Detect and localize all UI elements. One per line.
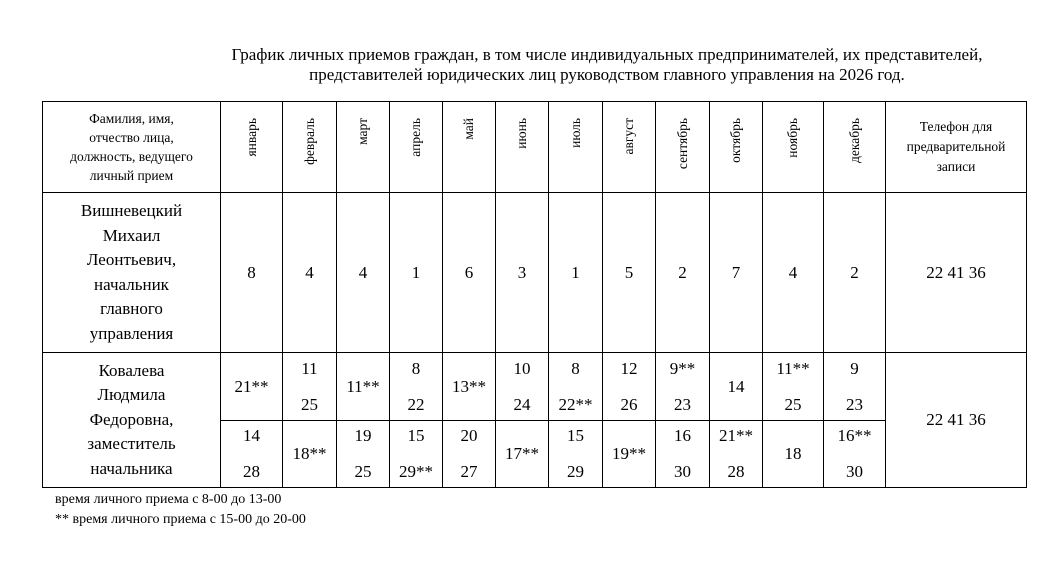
day-cell xyxy=(443,353,496,421)
person-line: Федоровна, xyxy=(89,409,174,429)
person-line: управления xyxy=(89,323,174,343)
day-value: 17** xyxy=(505,444,539,463)
day-value: 21** xyxy=(719,426,753,445)
phone-cell: 22 41 36 xyxy=(886,353,1027,488)
month-label: март xyxy=(355,118,370,145)
month-label: октябрь xyxy=(728,118,743,163)
day-cell xyxy=(496,421,549,488)
person-line: Людмила xyxy=(97,385,166,405)
day-cell xyxy=(221,353,283,421)
day-cell: 2 xyxy=(824,193,886,353)
person-cell xyxy=(43,193,221,353)
day-cell xyxy=(221,421,283,488)
day-value: 11** xyxy=(346,376,380,396)
header-phone-line: записи xyxy=(936,159,976,174)
day-cell xyxy=(283,353,337,421)
day-cell: 19** xyxy=(603,421,656,488)
day-cell: 1 xyxy=(390,193,443,353)
day-value: 8 xyxy=(571,358,580,378)
day-cell: 4 xyxy=(283,193,337,353)
day-cell xyxy=(337,353,390,421)
day-value: 12 xyxy=(620,358,638,378)
footnote-evening-hours: ** время личного приема с 15-00 до 20-00 xyxy=(55,512,306,527)
day-value: 15 xyxy=(407,426,425,445)
day-cell xyxy=(549,421,603,488)
month-label: февраль xyxy=(301,118,317,165)
day-value: 29** xyxy=(399,462,433,481)
header-row xyxy=(43,102,1027,193)
day-cell xyxy=(656,353,710,421)
document-title xyxy=(100,45,1052,85)
person-line: начальника xyxy=(90,458,173,478)
day-value: 25 xyxy=(784,394,802,414)
day-value: 24 xyxy=(513,394,531,414)
header-month-july xyxy=(549,102,603,193)
header-month-june xyxy=(496,102,549,193)
day-value: 9** xyxy=(669,358,696,378)
phone-cell: 22 41 36 xyxy=(886,193,1027,353)
day-cell xyxy=(496,353,549,421)
day-cell: 2 xyxy=(656,193,710,353)
day-cell: 8 xyxy=(221,193,283,353)
header-month-january xyxy=(221,102,283,193)
day-cell: 1 xyxy=(549,193,603,353)
day-value: 28 xyxy=(243,462,260,481)
day-value: 13** xyxy=(452,376,486,396)
day-cell xyxy=(390,421,443,488)
day-value: 10 xyxy=(513,358,531,378)
header-month-october xyxy=(710,102,763,193)
month-label: август xyxy=(621,118,636,155)
header-person-line: личный прием xyxy=(89,168,174,183)
day-cell xyxy=(763,421,824,488)
day-cell xyxy=(443,421,496,488)
header-month-march xyxy=(337,102,390,193)
header-month-december xyxy=(824,102,886,193)
person-line: заместитель xyxy=(87,434,176,454)
person-cell xyxy=(43,353,221,488)
person-line: главного xyxy=(100,299,163,318)
day-cell: 4 xyxy=(337,193,390,353)
day-value: 8 xyxy=(411,358,421,378)
day-value: 30 xyxy=(846,462,863,481)
day-cell xyxy=(337,421,390,488)
day-cell xyxy=(603,353,656,421)
person-line: Ковалева xyxy=(98,360,165,380)
day-cell: 4 xyxy=(763,193,824,353)
day-cell xyxy=(390,353,443,421)
day-cell xyxy=(763,353,824,421)
day-value: 21** xyxy=(234,376,269,396)
month-label: июнь xyxy=(514,118,529,149)
header-phone xyxy=(886,102,1027,193)
person-line: Леонтьевич, xyxy=(86,250,177,269)
day-cell xyxy=(824,421,886,488)
person-line: Михаил xyxy=(102,225,161,245)
month-label: январь xyxy=(243,118,259,157)
day-cell: 5 xyxy=(603,193,656,353)
title-line-1: График личных приемов граждан, в том числе индивидуальных предпринимателей, их представителей, xyxy=(231,45,983,64)
day-value: 22** xyxy=(558,394,593,414)
day-value: 20 xyxy=(460,426,478,445)
day-value: 25 xyxy=(301,394,318,414)
person-line: начальник xyxy=(94,274,169,294)
day-value: 30 xyxy=(674,462,691,481)
day-cell xyxy=(549,353,603,421)
day-value: 14 xyxy=(727,376,745,396)
month-label: май xyxy=(461,118,476,140)
day-value: 29 xyxy=(567,462,584,481)
month-label: ноябрь xyxy=(785,118,800,158)
day-value: 11** xyxy=(776,358,810,378)
day-value: 15 xyxy=(567,426,584,445)
header-phone-line: Телефон для xyxy=(919,119,993,134)
day-value: 23 xyxy=(674,394,691,414)
reception-schedule-table xyxy=(42,101,1027,488)
person-line: Вишневецкий xyxy=(80,201,183,220)
header-month-april xyxy=(390,102,443,193)
header-person-line: Фамилия, имя, xyxy=(89,111,174,126)
day-cell xyxy=(824,353,886,421)
day-cell: 6 xyxy=(443,193,496,353)
header-month-may xyxy=(443,102,496,193)
month-label: апрель xyxy=(408,118,423,157)
month-label: сентябрь xyxy=(674,118,690,170)
day-cell: 18** xyxy=(283,421,337,488)
table-row xyxy=(43,353,1027,421)
day-value: 18 xyxy=(784,444,802,463)
footnote-morning-hours: время личного приема с 8-00 до 13-00 xyxy=(55,492,282,507)
header-person-line: должность, ведущего xyxy=(70,149,193,164)
month-label: июль xyxy=(567,118,583,148)
title-line-2: представителей юридических лиц руководством главного управления на 2026 год. xyxy=(309,65,905,84)
day-cell: 7 xyxy=(710,193,763,353)
day-value: 11 xyxy=(301,358,318,378)
month-label: декабрь xyxy=(846,118,862,163)
day-cell xyxy=(710,421,763,488)
table-row xyxy=(43,193,1027,353)
day-value: 25 xyxy=(354,462,372,481)
day-value: 27 xyxy=(460,462,478,481)
header-month-september xyxy=(656,102,710,193)
day-value: 28 xyxy=(727,462,745,481)
day-value: 16** xyxy=(837,426,872,445)
header-month-february xyxy=(283,102,337,193)
day-value: 19 xyxy=(354,426,372,445)
day-cell xyxy=(656,421,710,488)
day-cell xyxy=(710,353,763,421)
header-month-november xyxy=(763,102,824,193)
day-cell: 3 xyxy=(496,193,549,353)
header-person xyxy=(43,102,221,193)
day-value: 9 xyxy=(850,358,859,378)
day-value: 14 xyxy=(243,426,260,445)
day-value: 26 xyxy=(620,394,638,414)
header-person-line: отчество лица, xyxy=(89,130,174,145)
day-value: 22 xyxy=(407,394,425,414)
header-phone-line: предварительной xyxy=(906,139,1006,154)
header-month-august xyxy=(603,102,656,193)
day-value: 23 xyxy=(846,394,863,414)
day-value: 16 xyxy=(674,426,691,445)
